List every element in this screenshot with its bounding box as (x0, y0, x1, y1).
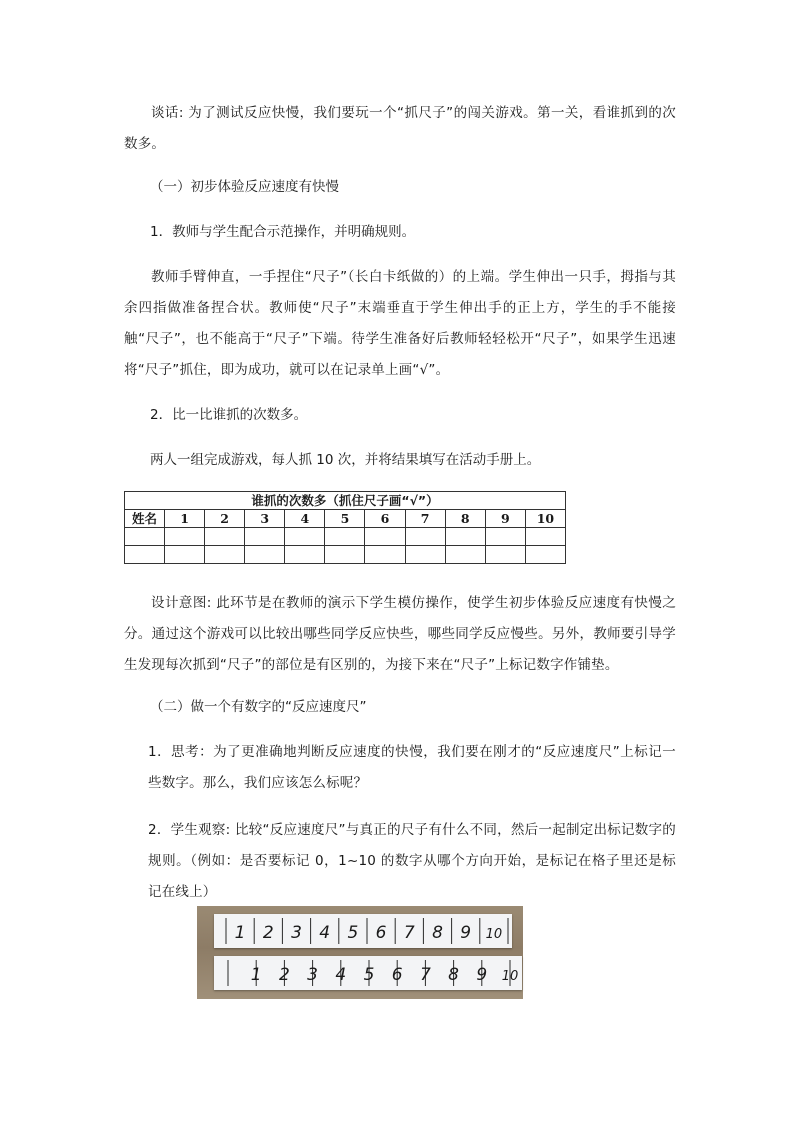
table-cell[interactable] (365, 528, 405, 546)
ruler-digit: 4 (319, 923, 331, 943)
observe-paragraph (148, 815, 676, 908)
ruler-digit: 6 (391, 965, 403, 985)
table-cell[interactable] (165, 546, 205, 564)
table-title: 谁抓的次数多（抓住尺子画“√”） (125, 492, 566, 510)
ruler-digit: 10 (501, 969, 519, 984)
ruler-digit: 2 (262, 923, 274, 943)
ruler-digit: 4 (335, 965, 347, 985)
ruler-digit: 5 (363, 965, 375, 985)
ruler-digit: 7 (419, 965, 431, 985)
table-cell[interactable] (285, 528, 325, 546)
ruler-digit: 5 (347, 923, 359, 943)
column-header-10: 10 (525, 510, 565, 528)
ruler-digit: 3 (307, 965, 319, 985)
table-cell[interactable] (325, 528, 365, 546)
think-paragraph (148, 737, 676, 799)
column-header-8: 8 (445, 510, 485, 528)
ruler-digit: 3 (291, 923, 302, 943)
section-heading-1: （一）初步体验反应速度有快慢 (150, 179, 339, 195)
column-header-4: 4 (285, 510, 325, 528)
ruler-digit: 10 (485, 927, 503, 942)
ruler-bottom-svg (214, 956, 522, 990)
step-2: 2．比一比谁抓的次数多。 (150, 407, 308, 423)
think-text: 1．思考：为了更准确地判断反应速度的快慢，我们要在刚才的“反应速度尺”上标记一些数字。那么，我们应该怎么标呢？ (148, 744, 676, 791)
table-cell[interactable] (205, 546, 245, 564)
ruler-photo (197, 906, 523, 999)
reaction-ruler-bottom (214, 956, 522, 990)
ruler-digit: 6 (375, 923, 387, 943)
ruler-digit: 7 (403, 923, 415, 943)
step-1: 1．教师与学生配合示范操作，并明确规则。 (150, 224, 416, 240)
reaction-ruler-top (214, 914, 512, 948)
design-intent-paragraph: 设计意图: 此环节是在教师的演示下学生模仿操作，使学生初步体验反应速度有快慢之分。通过这个游戏可以比较出哪些同学反应快些，哪些同学反应慢些。另外，教师要引导学生发现每次抓到“尺子”的部位是有区别的，为接下来在“尺子”上标记数字作铺垫。 (124, 595, 676, 673)
table-cell[interactable] (405, 528, 445, 546)
table-cell[interactable] (525, 546, 565, 564)
ruler-digit: 2 (278, 965, 290, 985)
column-header-1: 1 (165, 510, 205, 528)
observe-text: 2．学生观察: 比较“反应速度尺”与真正的尺子有什么不同，然后一起制定出标记数字的规则。（例如：是否要标记 0，1~10 的数字从哪个方向开始，是标记在格子里还是标记在线上） (148, 822, 676, 900)
ruler-digit: 1 (234, 923, 246, 943)
ruler-digit: 1 (250, 965, 262, 985)
ruler-digit: 9 (460, 923, 472, 943)
column-header-9: 9 (485, 510, 525, 528)
table-cell[interactable] (165, 528, 205, 546)
table-cell[interactable] (205, 528, 245, 546)
table-cell[interactable] (405, 546, 445, 564)
record-table (124, 491, 566, 564)
column-header-3: 3 (245, 510, 285, 528)
table-header-row (125, 510, 566, 528)
table-cell[interactable] (445, 528, 485, 546)
table-cell[interactable] (365, 546, 405, 564)
table-cell[interactable] (125, 528, 165, 546)
table-cell[interactable] (245, 546, 285, 564)
table-cell[interactable] (445, 546, 485, 564)
column-header-2: 2 (205, 510, 245, 528)
rule-paragraph: 教师手臂伸直，一手捏住“尺子”（长白卡纸做的）的上端。学生伸出一只手，拇指与其余四指做准备捏合状。教师使“尺子”末端垂直于学生伸出手的正上方，学生的手不能接触“尺子”，也不能高于“尺子”下端。待学生准备好后教师轻轻松开“尺子”，如果学生迅速将“尺子”抓住，即为成功，就可以在记录单上画“√”。 (124, 269, 676, 378)
ruler-digit: 8 (448, 965, 460, 985)
column-header-6: 6 (365, 510, 405, 528)
table-cell[interactable] (485, 546, 525, 564)
table-cell[interactable] (525, 528, 565, 546)
table-cell[interactable] (125, 546, 165, 564)
table-cell[interactable] (325, 546, 365, 564)
section-heading-2: （二）做一个有数字的“反应速度尺” (150, 699, 367, 715)
ruler-digit: 8 (432, 923, 443, 943)
intro-paragraph: 谈话: 为了测试反应快慢，我们要玩一个“抓尺子”的闯关游戏。第一关，看谁抓到的次数多。 (124, 105, 676, 152)
table-cell[interactable] (285, 546, 325, 564)
table-row (125, 528, 566, 546)
table-cell[interactable] (245, 528, 285, 546)
name-header: 姓名 (125, 510, 165, 528)
table-row (125, 546, 566, 564)
group-paragraph: 两人一组完成游戏，每人抓 10 次，并将结果填写在活动手册上。 (150, 452, 541, 468)
ruler-top-svg (214, 914, 512, 948)
column-header-5: 5 (325, 510, 365, 528)
column-header-7: 7 (405, 510, 445, 528)
ruler-digit: 9 (476, 965, 488, 985)
table-cell[interactable] (485, 528, 525, 546)
